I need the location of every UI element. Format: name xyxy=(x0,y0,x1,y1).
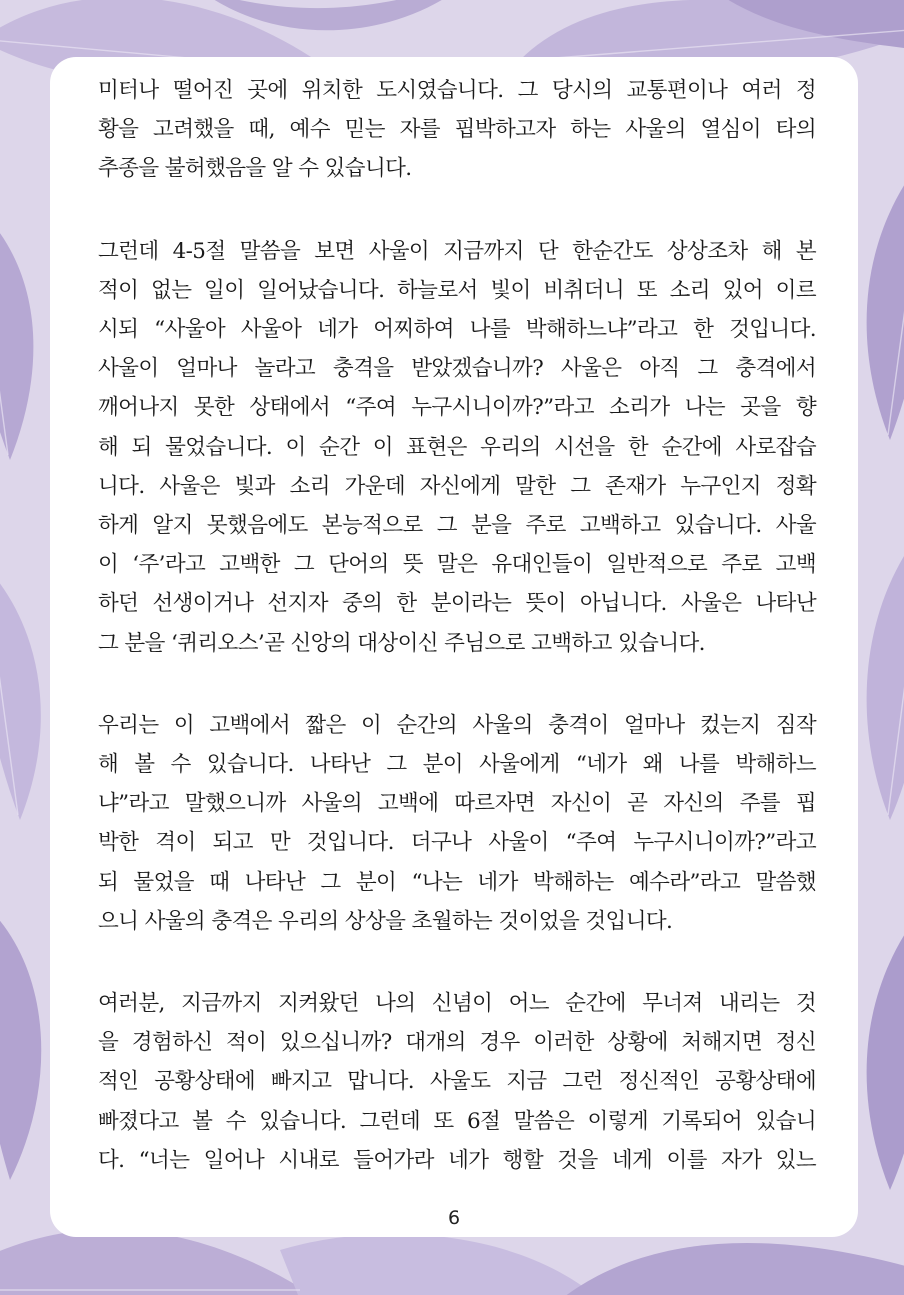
paragraph xyxy=(98,71,816,189)
text-line: 을 경험하신 적이 있으십니까? 대개의 경우 이러한 상황에 처해지면 정신 xyxy=(98,1030,816,1056)
text-line: 그런데 4-5절 말씀을 보면 사울이 지금까지 단 한순간도 상상조차 해 본 xyxy=(98,238,816,264)
text-line: 하게 알지 못했음에도 본능적으로 그 분을 주로 고백하고 있습니다. 사울 xyxy=(98,513,816,539)
text-line: 추종을 불허했음을 알 수 있습니다. xyxy=(98,156,412,182)
paragraph xyxy=(98,706,816,941)
text-line: 미터나 떨어진 곳에 위치한 도시였습니다. 그 당시의 교통편이나 여러 정 xyxy=(98,78,816,103)
paragraph-gap xyxy=(98,663,816,706)
paragraph xyxy=(98,984,816,1180)
text-line: 해 되 물었습니다. 이 순간 이 표현은 우리의 시선을 한 순간에 사로잡습 xyxy=(98,434,816,460)
text-line: 적이 없는 일이 일어났습니다. 하늘로서 빛이 비취더니 또 소리 있어 이르 xyxy=(98,277,816,303)
text-line: 박한 격이 되고 만 것입니다. 더구나 사울이 “주여 누구시니이까?”라고 xyxy=(98,830,816,856)
paragraph-gap xyxy=(98,189,816,232)
text-line: 이 ‘주’라고 고백한 그 단어의 뜻 말은 유대인들이 일반적으로 주로 고백 xyxy=(98,552,816,578)
text-line: 시되 “사울아 사울아 네가 어찌하여 나를 박해하느냐”라고 한 것입니다. xyxy=(98,317,816,343)
text-line: 냐”라고 말했으니까 사울의 고백에 따르자면 자신이 곧 자신의 주를 핍 xyxy=(98,791,816,817)
text-line: 황을 고려했을 때, 예수 믿는 자를 핍박하고자 하는 사울의 열심이 타의 xyxy=(98,117,816,143)
page-number: 6 xyxy=(447,1207,461,1229)
text-line: 여러분, 지금까지 지켜왔던 나의 신념이 어느 순간에 무너져 내리는 것 xyxy=(98,991,816,1017)
text-line: 깨어나지 못한 상태에서 “주여 누구시니이까?”라고 소리가 나는 곳을 향 xyxy=(98,395,816,421)
text-line: 그 분을 ‘퀴리오스’곧 신앙의 대상이신 주님으로 고백하고 있습니다. xyxy=(98,630,705,656)
text-line: 하던 선생이거나 선지자 중의 한 분이라는 뜻이 아닙니다. 사울은 나타난 xyxy=(98,591,816,617)
text-line: 니다. 사울은 빛과 소리 가운데 자신에게 말한 그 존재가 누구인지 정확 xyxy=(98,473,816,499)
text-line: 다. “너는 일어나 시내로 들어가라 네가 행할 것을 네게 이를 자가 있느 xyxy=(98,1147,816,1173)
text-line: 빠졌다고 볼 수 있습니다. 그런데 또 6절 말씀은 이렇게 기록되어 있습니 xyxy=(98,1108,816,1134)
paragraph-gap xyxy=(98,941,816,984)
text-line: 으니 사울의 충격은 우리의 상상을 초월하는 것이었을 것입니다. xyxy=(98,908,673,934)
text-line: 되 물었을 때 나타난 그 분이 “나는 네가 박해하는 예수라”라고 말씀했 xyxy=(98,869,816,895)
text-line: 사울이 얼마나 놀라고 충격을 받았겠습니까? 사울은 아직 그 충격에서 xyxy=(98,356,816,382)
body-text xyxy=(98,71,816,1180)
text-line: 해 볼 수 있습니다. 나타난 그 분이 사울에게 “네가 왜 나를 박해하느 xyxy=(98,752,816,778)
text-line: 우리는 이 고백에서 짧은 이 순간의 사울의 충격이 얼마나 컸는지 짐작 xyxy=(98,712,816,738)
text-line: 적인 공황상태에 빠지고 맙니다. 사울도 지금 그런 정신적인 공황상태에 xyxy=(98,1069,816,1095)
page-card xyxy=(50,57,858,1237)
paragraph xyxy=(98,232,816,663)
